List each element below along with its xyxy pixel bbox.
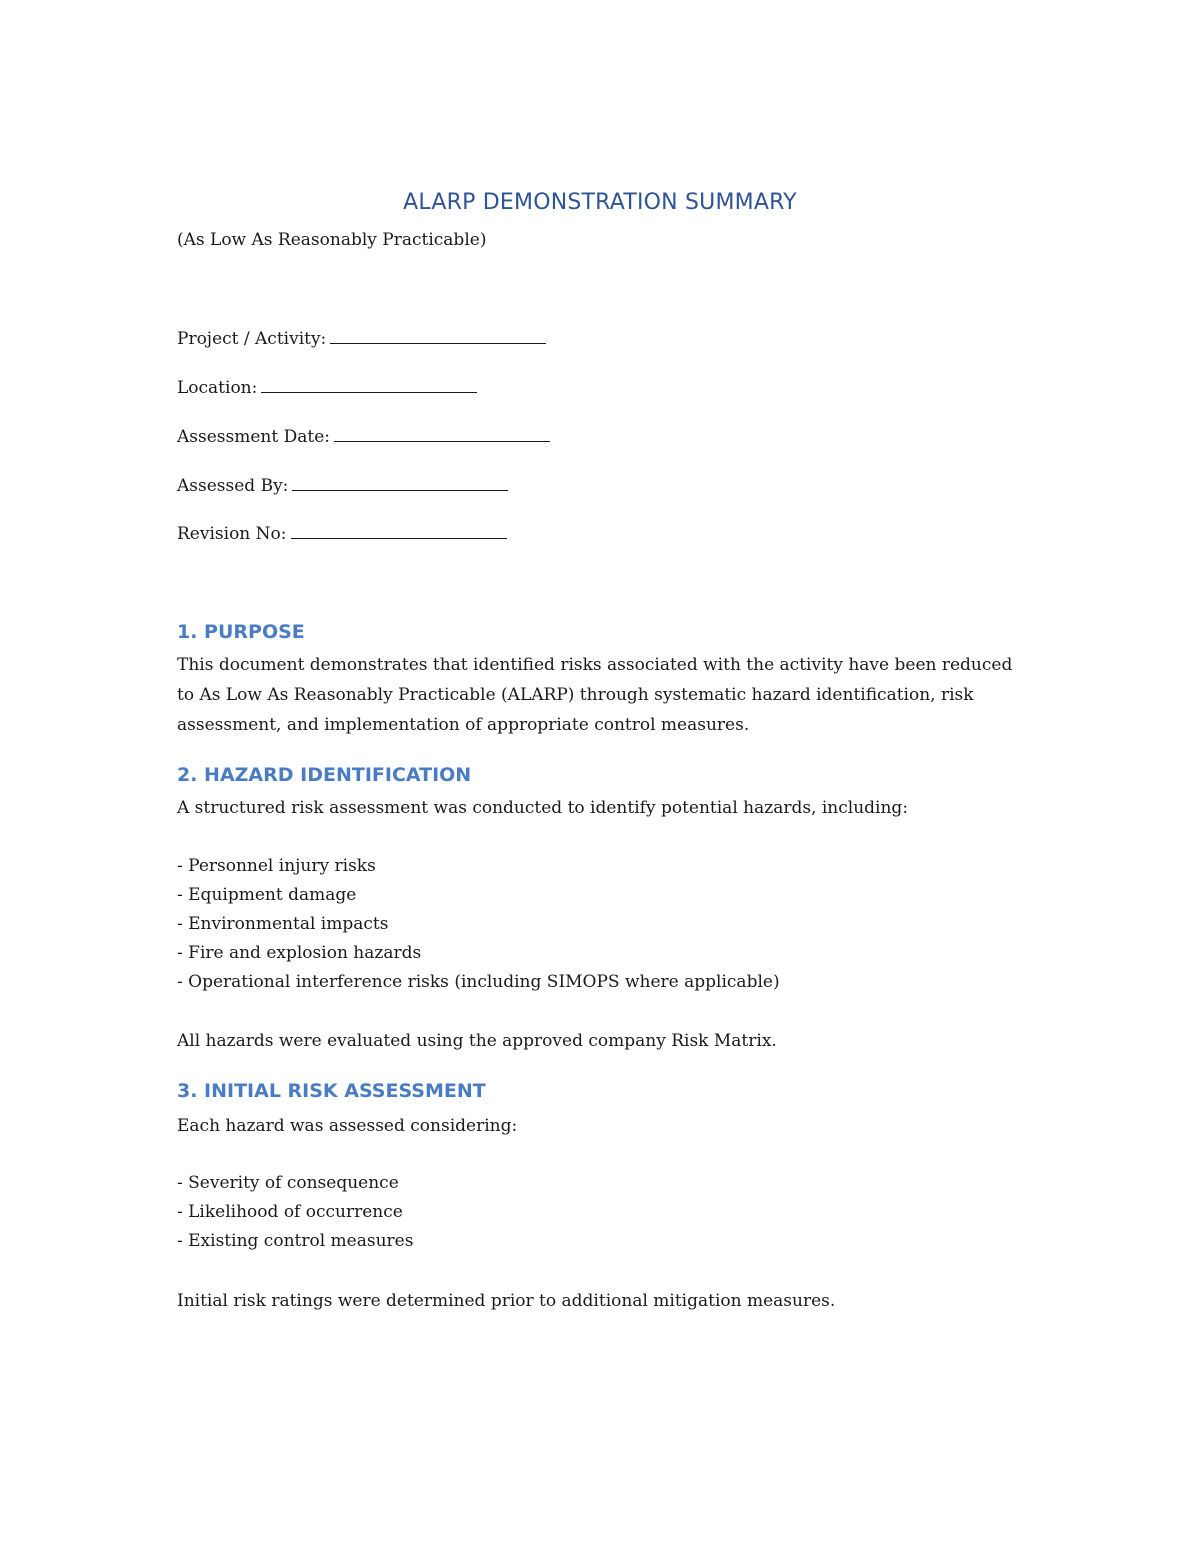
assessed-by-blank[interactable] [292,473,508,491]
section-heading-initial-risk-assessment: 3. INITIAL RISK ASSESSMENT [177,1080,486,1102]
field-location [177,375,477,398]
location-blank[interactable] [261,375,477,393]
field-revision-no [177,521,507,544]
initial-closing: Initial risk ratings were determined prior to additional mitigation measures. [177,1291,836,1311]
project-activity-blank[interactable] [330,326,546,344]
field-label: Location: [177,378,258,398]
list-item: - Equipment damage [177,885,357,905]
hazard-intro: A structured risk assessment was conducted to identify potential hazards, including: [177,798,909,818]
section-heading-hazard-identification: 2. HAZARD IDENTIFICATION [177,764,472,786]
list-item: - Personnel injury risks [177,856,376,876]
field-label: Assessed By: [177,476,289,496]
list-item: - Existing control measures [177,1231,414,1251]
field-project-activity [177,326,546,349]
purpose-body: This document demonstrates that identified risks associated with the activity have been reduced to As Low As Reasonably Practicable (ALARP) through systematic hazard identification, risk assessment, and implementation of appropriate control measures. [177,655,1013,735]
field-label: Project / Activity: [177,329,327,349]
field-assessed-by [177,473,508,496]
field-label: Assessment Date: [177,427,330,447]
field-label: Revision No: [177,524,287,544]
list-item: - Environmental impacts [177,914,389,934]
hazard-list [177,852,780,997]
initial-list [177,1169,413,1256]
assessment-date-blank[interactable] [334,424,550,442]
document-title: ALARP DEMONSTRATION SUMMARY [403,190,797,215]
list-item: - Operational interference risks (including SIMOPS where applicable) [177,972,780,992]
list-item: - Likelihood of occurrence [177,1202,403,1222]
section-heading-purpose: 1. PURPOSE [177,621,305,643]
field-assessment-date [177,424,550,447]
revision-no-blank[interactable] [291,521,507,539]
document-subtitle: (As Low As Reasonably Practicable) [177,230,487,250]
list-item: - Severity of consequence [177,1173,399,1193]
initial-intro: Each hazard was assessed considering: [177,1116,518,1136]
hazard-closing: All hazards were evaluated using the approved company Risk Matrix. [177,1031,777,1051]
list-item: - Fire and explosion hazards [177,943,422,963]
